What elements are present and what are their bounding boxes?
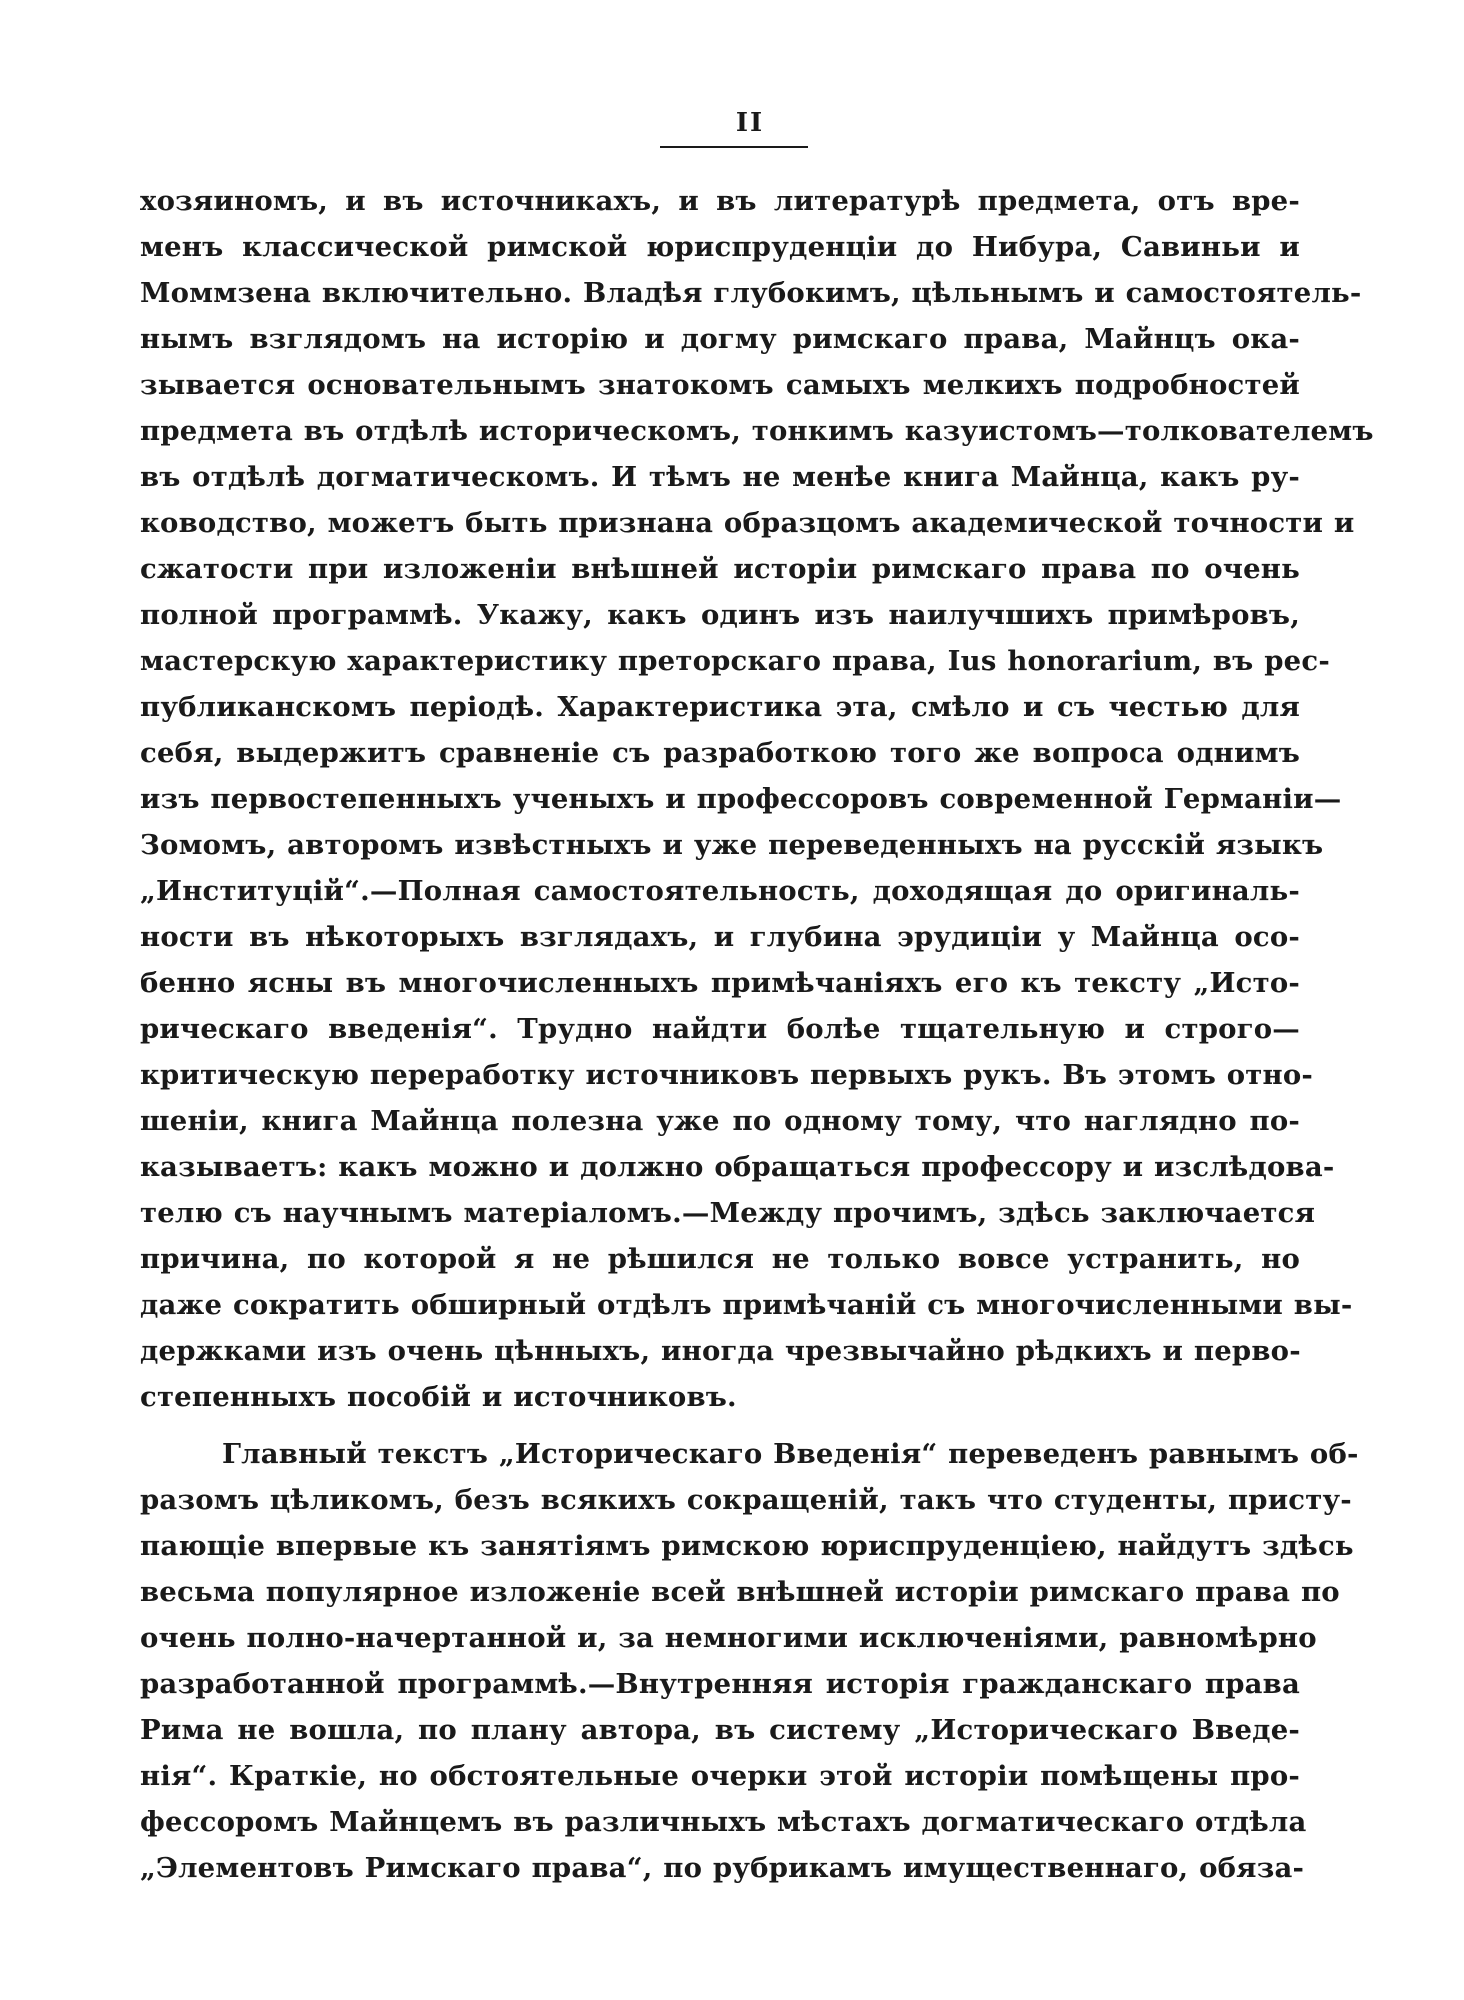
text-line: шенiи, книга Майнца полезна уже по одному тому, что наглядно по- [140,1105,1300,1137]
paragraph-2 [140,1431,1359,1891]
text-line: ководство, можетъ быть признана образцомъ академической точности и [140,507,1355,539]
text-line: хозяиномъ, и въ источникахъ, и въ литературѣ предмета, отъ вре- [140,185,1300,217]
text-line: бенно ясны въ многочисленныхъ примѣчанiяхъ его къ тексту „Исто- [140,967,1300,999]
text-line: даже сократить обширный отдѣлъ примѣчанiй съ многочисленными вы- [140,1289,1353,1321]
text-line: менъ классической римской юриспруденцiи до Нибура, Савиньи и [140,231,1300,263]
text-line: „Институцiй“.—Полная самостоятельность, доходящая до оригиналь- [140,875,1300,907]
text-line: зывается основательнымъ знатокомъ самыхъ мелкихъ подробностей [140,369,1300,401]
paragraph-1 [140,178,1374,1420]
text-line: ности въ нѣкоторыхъ взглядахъ, и глубина эрудицiи у Майнца осо- [140,921,1300,953]
text-line: степенныхъ пособiй и источниковъ. [140,1381,737,1413]
text-line: себя, выдержитъ сравненiе съ разработкою того же вопроса однимъ [140,737,1300,769]
text-line: „Элементовъ Римскаго права“, по рубрикамъ имущественнаго, обяза- [140,1852,1305,1884]
text-line: причина, по которой я не рѣшился не только вовсе устранить, но [140,1243,1300,1275]
text-line: казываетъ: какъ можно и должно обращаться профессору и изслѣдова- [140,1151,1335,1183]
text-line: очень полно-начертанной и, за немногими исключенiями, равномѣрно [140,1622,1317,1654]
text-line: сжатости при изложенiи внѣшней исторiи римскаго права по очень [140,553,1300,585]
text-line: Главный текстъ „Историческаго Введенiя“ переведенъ равнымъ об- [222,1438,1359,1470]
header-rule [660,146,808,148]
text-line: нiя“. Краткiе, но обстоятельные очерки этой исторiи помѣщены про- [140,1760,1300,1792]
text-line: публиканскомъ перiодѣ. Характеристика эта, смѣло и съ честью для [140,691,1300,723]
text-line: мастерскую характеристику преторскаго права, Ius honorarium, въ рес- [140,645,1330,677]
text-line: Зомомъ, авторомъ извѣстныхъ и уже переведенныхъ на русскiй языкъ [140,829,1324,861]
text-line: нымъ взглядомъ на исторiю и догму римскаго права, Майнцъ ока- [140,323,1300,355]
text-line: разработанной программѣ.—Внутренняя исторiя гражданскаго права [140,1668,1300,1700]
text-line: телю съ научнымъ матерiаломъ.—Между прочимъ, здѣсь заключается [140,1197,1316,1229]
text-line: полной программѣ. Укажу, какъ одинъ изъ наилучшихъ примѣровъ, [140,599,1300,631]
text-line: Моммзена включительно. Владѣя глубокимъ, цѣльнымъ и самостоятель- [140,277,1362,309]
text-line: разомъ цѣликомъ, безъ всякихъ сокращенiй, такъ что студенты, присту- [140,1484,1352,1516]
text-line: пающiе впервые къ занятiямъ римскою юриспруденцiею, найдутъ здѣсь [140,1530,1354,1562]
text-line: держками изъ очень цѣнныхъ, иногда чрезвычайно рѣдкихъ и перво- [140,1335,1301,1367]
text-line: предмета въ отдѣлѣ историческомъ, тонкимъ казуистомъ—толкователемъ [140,415,1374,447]
text-line: весьма популярное изложенiе всей внѣшней исторiи римскаго права по [140,1576,1340,1608]
text-line: рическаго введенiя“. Трудно найдти болѣе тщательную и строго— [140,1013,1300,1045]
text-line: фессоромъ Майнцемъ въ различныхъ мѣстахъ догматическаго отдѣла [140,1806,1307,1838]
text-line: въ отдѣлѣ догматическомъ. И тѣмъ не менѣе книга Майнца, какъ ру- [140,461,1300,493]
text-line: изъ первостепенныхъ ученыхъ и профессоровъ современной Германiи— [140,783,1342,815]
text-line: Рима не вошла, по плану автора, въ систему „Историческаго Введе- [140,1714,1300,1746]
page-number: II [735,108,765,138]
text-line: критическую переработку источниковъ первыхъ рукъ. Въ этомъ отно- [140,1059,1314,1091]
